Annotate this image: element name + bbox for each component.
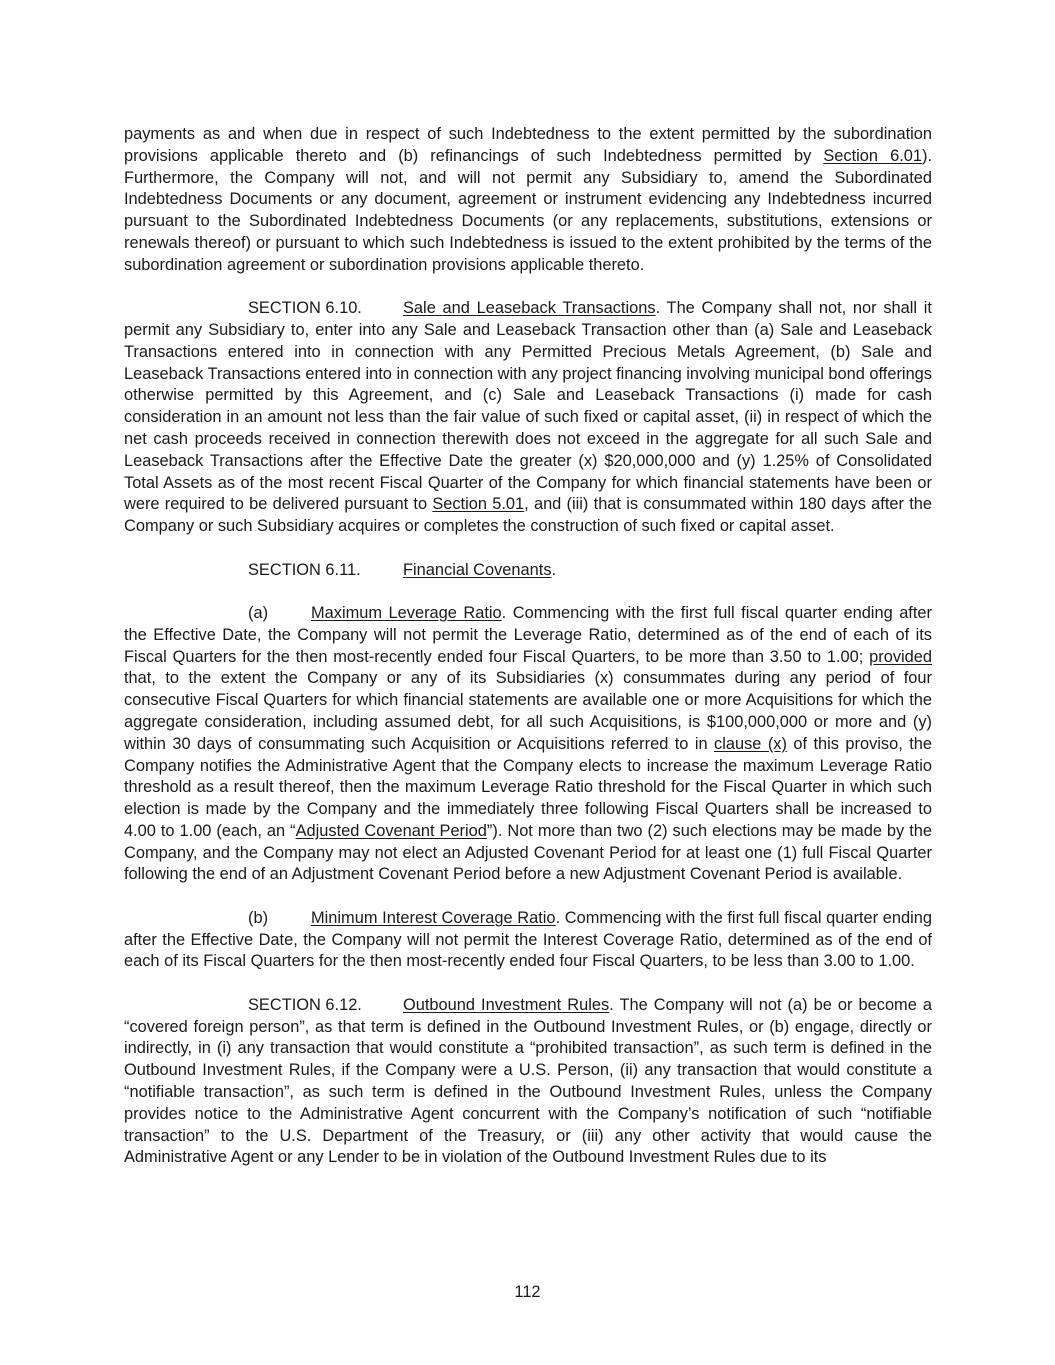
clause-reference-x[interactable]: clause (x) [714, 734, 787, 753]
section-title: Sale and Leaseback Transactions [403, 299, 656, 318]
section-number: SECTION 6.12. [248, 995, 362, 1014]
document-body [124, 124, 932, 1169]
clause-b-minimum-interest-coverage-ratio: (b) Minimum Interest Coverage Ratio. Commencing with the first full fiscal quarter ending after the Effective Date, the Company will not permit the Interest Coverage Ratio, determined as of the end of each of its Fiscal Quarters for the then most-recently ended four Fiscal Quarters, to be less than 3.00 to 1.00. [124, 908, 933, 971]
section-6-11: SECTION 6.11. Financial Covenants. [124, 560, 932, 582]
clause-label: (a) [248, 603, 269, 622]
section-reference-6-01[interactable]: Section 6.01 [823, 146, 922, 165]
clause-title: Minimum Interest Coverage Ratio [311, 908, 556, 927]
provided-term: provided [869, 647, 932, 666]
section-number: SECTION 6.11. [248, 560, 361, 579]
section-title: Financial Covenants [403, 560, 552, 579]
section-6-10: SECTION 6.10. Sale and Leaseback Transactions. The Company shall not, nor shall it permit any Subsidiary to, enter into any Sale and Leaseback Transaction other than (a) Sale and Leaseback Transactions entered into in connection with any Permitted Precious Metals Agreement, (b) Sale and Leaseback Transactions entered into in connection with any project financing involving municipal bond offerings otherwise permitted by this Agreement, and (c) Sale and Leaseback Transactions (i) made for cash consideration in an amount not less than the fair value of such fixed or capital asset, (ii) in respect of which the net cash proceeds received in connection therewith does not exceed in the aggregate for all such Sale and Leaseback Transactions after the Effective Date the greater (x) $20,000,000 and (y) 1.25% of Consolidated Total Assets as of the most recent Fiscal Quarter of the Company for which financial statements have been or were required to be delivered pursuant to Section 5.01, and (iii) that is consummated within 180 days after the Company or such Subsidiary acquires or completes the construction of such fixed or capital asset. [124, 299, 932, 536]
section-number: SECTION 6.10. [248, 299, 362, 318]
page-number: 112 [514, 1283, 541, 1301]
clause-title: Maximum Leverage Ratio [311, 603, 502, 622]
section-title: Outbound Investment Rules [403, 995, 610, 1014]
defined-term: Adjusted Covenant Period [295, 821, 487, 840]
paragraph-continuation: payments as and when due in respect of such Indebtedness to the extent permitted by the subordination provisions applicable thereto and (b) refinancings of such Indebtedness permitted by Section 6.01). Furthermore, the Company will not, and will not permit any Subsidiary to, amend the Subordinated Indebtedness Documents or any document, agreement or instrument evidencing any Indebtedness incurred pursuant to the Subordinated Indebtedness Documents (or any replacements, substitutions, extensions or renewals thereof) or pursuant to which such Indebtedness is issued to the extent prohibited by the terms of the subordination agreement or subordination provisions applicable thereto. [124, 125, 933, 274]
clause-label: (b) [248, 908, 269, 927]
section-6-12: SECTION 6.12. Outbound Investment Rules. The Company will not (a) be or become a “covered foreign person”, as that term is defined in the Outbound Investment Rules, or (b) engage, directly or indirectly, in (i) any transaction that would constitute a “prohibited transaction”, as such term is defined in the Outbound Investment Rules, if the Company were a U.S. Person, (ii) any transaction that would constitute a “notifiable transaction”, as such term is defined in the Outbound Investment Rules, unless the Company provides notice to the Administrative Agent concurrent with the Company’s notification of such “notifiable transaction” to the U.S. Department of the Treasury, or (iii) any other activity that would cause the Administrative Agent or any Lender to be in violation of the Outbound Investment Rules due to its [124, 995, 932, 1167]
clause-a-maximum-leverage-ratio: (a) Maximum Leverage Ratio. Commencing with the first full fiscal quarter ending after the Effective Date, the Company will not permit the Leverage Ratio, determined as of the end of each of its Fiscal Quarters for the then most-recently ended four Fiscal Quarters, to be more than 3.50 to 1.00; provided that, to the extent the Company or any of its Subsidiaries (x) consummates during any period of four consecutive Fiscal Quarters for which financial statements are available one or more Acquisitions for which the aggregate consideration, including assumed debt, for all such Acquisitions, is $100,000,000 or more and (y) within 30 days of consummating such Acquisition or Acquisitions referred to in clause (x) of this proviso, the Company notifies the Administrative Agent that the Company elects to increase the maximum Leverage Ratio threshold as a result thereof, then the maximum Leverage Ratio threshold for the Fiscal Quarter in which such election is made by the Company and the immediately three following Fiscal Quarters shall be increased to 4.00 to 1.00 (each, an “Adjusted Covenant Period”). Not more than two (2) such elections may be made by the Company, and the Company may not elect an Adjusted Covenant Period for at least one (1) full Fiscal Quarter following the end of an Adjustment Covenant Period before a new Adjustment Covenant Period is available. [124, 603, 932, 884]
section-reference-5-01[interactable]: Section 5.01 [432, 495, 525, 514]
